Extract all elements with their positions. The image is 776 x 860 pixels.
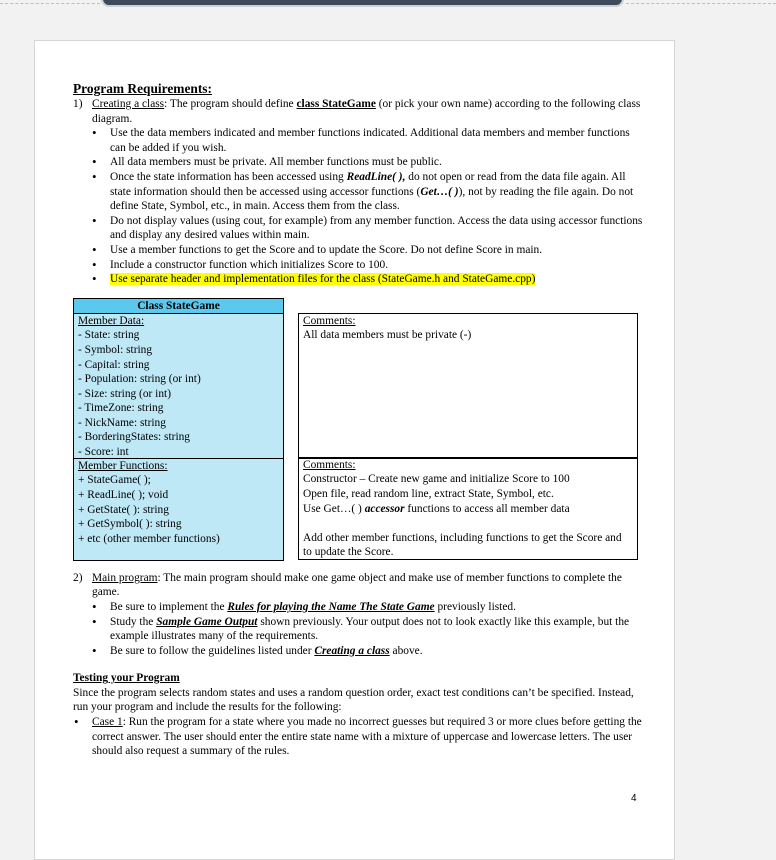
highlighted-text: Use separate header and implementation files for the class (StateGame.h and StateGame.cpp) bbox=[110, 273, 536, 286]
list-item: • Include a constructor function which initializes Score to 100. bbox=[110, 258, 643, 273]
text: do not open or read from the data file again. All state information should then be accessed using accessor functions ( bbox=[110, 170, 626, 198]
member-row: - Score: int bbox=[78, 446, 129, 459]
function-row: + GetState( ): string bbox=[78, 503, 169, 516]
member-row: - Size: string (or int) bbox=[78, 387, 172, 400]
list-item bbox=[110, 272, 643, 287]
text: : The main program should make one game object and make use of member functions to complete the game. bbox=[92, 571, 622, 599]
function-row: + StateGame( ); bbox=[78, 474, 151, 487]
member-row: - NickName: string bbox=[78, 416, 166, 429]
comment-text bbox=[303, 502, 633, 517]
text: : The program should define bbox=[164, 98, 297, 110]
creating-class-link: Creating a class bbox=[92, 98, 165, 110]
text: functions to access all member data bbox=[404, 502, 570, 515]
function-row: + etc (other member functions) bbox=[78, 532, 220, 545]
member-row: - Capital: string bbox=[78, 358, 150, 371]
list-item bbox=[110, 600, 643, 615]
dashed-divider bbox=[626, 3, 776, 4]
comments-label: Comments: bbox=[303, 458, 356, 471]
text: Be sure to follow the guidelines listed under bbox=[110, 644, 315, 657]
comment-text: Constructor – Create new game and initialize Score to 100 bbox=[303, 473, 570, 486]
function-row: + GetSymbol( ): string bbox=[78, 518, 182, 531]
testing-intro: Since the program selects random states and uses a random question order, exact test conditions can’t be specified. Instead, run your program and include the results for the following: bbox=[73, 686, 634, 714]
comments-label: Comments: bbox=[303, 314, 356, 327]
top-toolbar-tab[interactable] bbox=[101, 0, 624, 7]
top-strip bbox=[0, 0, 776, 10]
page-content bbox=[73, 81, 643, 759]
sample-output-ref: Sample Game Output bbox=[156, 615, 258, 628]
requirement-2 bbox=[73, 571, 643, 600]
class-diagram bbox=[73, 298, 643, 560]
text: ), not by reading the file again. Do not define State, Symbol, etc., in main. Access them from the class. bbox=[110, 185, 634, 213]
member-functions-section bbox=[74, 459, 283, 560]
text: : Run the program for a state where you made no incorrect guesses but required 3 or more clues before getting the correct answer. The user should enter the entire state name with a mixture of uppercase and lowercase letters. The user should also request a summary of the rules. bbox=[92, 716, 642, 758]
text: Once the state information has been accessed using bbox=[110, 170, 347, 183]
member-data-label: Member Data: bbox=[78, 314, 145, 327]
main-program-link: Main program bbox=[92, 571, 158, 584]
dashed-divider bbox=[0, 3, 100, 4]
comment-text: All data members must be private (-) bbox=[303, 329, 472, 342]
get-ref: Get…( ) bbox=[420, 185, 459, 198]
creating-class-ref: Creating a class bbox=[314, 644, 390, 657]
member-row: - Population: string (or int) bbox=[78, 373, 201, 386]
member-row: - State: string bbox=[78, 329, 140, 342]
class-title: Class StateGame bbox=[74, 299, 283, 314]
testing-heading: Testing your Program bbox=[73, 672, 180, 685]
case-label: Case 1 bbox=[92, 716, 123, 729]
text: Be sure to implement the bbox=[110, 600, 228, 613]
text: above. bbox=[389, 644, 423, 657]
document-page bbox=[34, 40, 675, 860]
rules-ref: Rules for playing the Name The State Game bbox=[227, 600, 435, 613]
requirement-1 bbox=[73, 97, 643, 126]
text: shown previously. Your output does not to look exactly like this example, but the example illustrates many of the requirements. bbox=[110, 615, 630, 643]
comments-box-data bbox=[298, 313, 638, 459]
member-row: - BorderingStates: string bbox=[78, 431, 190, 444]
list-item bbox=[92, 715, 643, 759]
list-item bbox=[110, 615, 643, 644]
list-item bbox=[110, 170, 643, 214]
member-row: - Symbol: string bbox=[78, 343, 153, 356]
class-name: class StateGame bbox=[296, 98, 376, 110]
item-number: 2) bbox=[73, 571, 83, 584]
text: Study the bbox=[110, 615, 157, 628]
readline-ref: ReadLine( ), bbox=[346, 170, 406, 183]
comment-text: Add other member functions, including functions to get the Score and to update the Score. bbox=[303, 531, 622, 559]
text: previously listed. bbox=[434, 600, 516, 613]
requirements-heading: Program Requirements: bbox=[73, 81, 212, 96]
requirement-1-bullets bbox=[73, 126, 643, 287]
text: Use Get…( ) bbox=[303, 502, 365, 515]
list-item: • Do not display values (using cout, for example) from any member function. Access the data using accessor functions and display any desired values within main. bbox=[110, 214, 643, 243]
class-box bbox=[73, 298, 284, 561]
comment-text: Open file, read random line, extract State, Symbol, etc. bbox=[303, 487, 554, 500]
accessor-word: accessor bbox=[364, 502, 405, 515]
testing-cases bbox=[73, 715, 643, 759]
requirement-2-bullets bbox=[73, 600, 643, 658]
member-row: - TimeZone: string bbox=[78, 402, 164, 415]
list-item: • All data members must be private. All member functions must be public. bbox=[110, 155, 643, 170]
function-row: + ReadLine( ); void bbox=[78, 488, 169, 501]
item-number: 1) bbox=[73, 98, 83, 110]
list-item: • Use the data members indicated and member functions indicated. Additional data members and member functions can be added if you wish. bbox=[110, 126, 643, 155]
comments-box-functions bbox=[298, 457, 638, 560]
text: (or pick your own name) according to the following class diagram. bbox=[92, 98, 641, 125]
list-item bbox=[110, 644, 643, 659]
member-data-section bbox=[74, 314, 283, 459]
member-functions-label: Member Functions: bbox=[78, 459, 168, 472]
list-item: • Use a member functions to get the Score and to update the Score. Do not define Score in main. bbox=[110, 243, 643, 258]
page-number: 4 bbox=[631, 793, 637, 804]
